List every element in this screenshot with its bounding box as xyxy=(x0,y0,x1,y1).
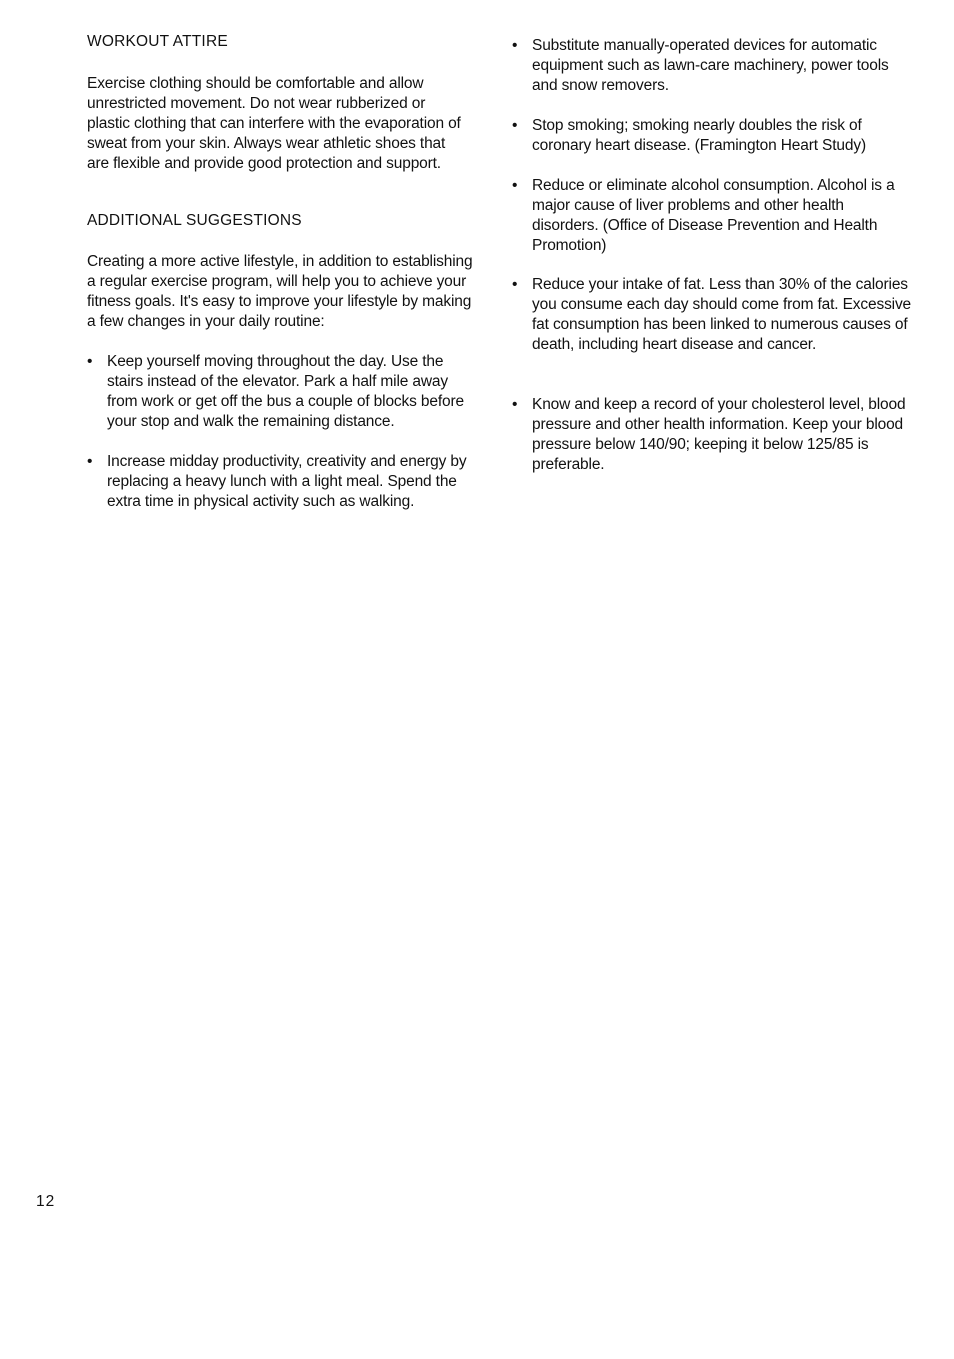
bullet-symbol: • xyxy=(512,37,518,54)
bullet-symbol: • xyxy=(87,453,93,470)
list-item-text: Increase midday productivity, creativity and energy by replacing a heavy lunch with a light meal. Spend the extra time in physical activity such as walking. xyxy=(107,453,467,510)
list-item-text: Keep yourself moving throughout the day. Use the stairs instead of the elevator. Park a half mile away from work or get off the bus a couple of blocks before your stop and walk the remaining distance. xyxy=(107,353,464,430)
list-item-text: Reduce or eliminate alcohol consumption. Alcohol is a major cause of liver problems and other health disorders. (Office of Disease Prevention and Health Promotion) xyxy=(532,177,895,254)
bullet-symbol: • xyxy=(512,177,518,194)
bullet-symbol: • xyxy=(87,353,93,370)
list-item-text: Know and keep a record of your cholesterol level, blood pressure and other health information. Keep your blood pressure below 140/90; keeping it below 125/85 is preferable. xyxy=(532,396,906,473)
additional-suggestions-heading: ADDITIONAL SUGGESTIONS xyxy=(87,212,302,229)
workout-attire-paragraph: Exercise clothing should be comfortable and allow unrestricted movement. Do not wear rubberized or plastic clothing that can interfere with the evaporation of sweat from your skin. Always wear athletic shoes that are flexible and provide good protection and support. xyxy=(87,75,461,172)
bullet-symbol: • xyxy=(512,117,518,134)
list-item-text: Stop smoking; smoking nearly doubles the risk of coronary heart disease. (Framington Heart Study) xyxy=(532,117,866,154)
list-item-text: Substitute manually-operated devices for automatic equipment such as lawn-care machinery, power tools and snow removers. xyxy=(532,37,889,94)
page-number: 12 xyxy=(36,1193,56,1210)
list-item-text: Reduce your intake of fat. Less than 30% of the calories you consume each day should come from fat. Excessive fat consumption has been linked to numerous causes of death, including heart disease and cancer. xyxy=(532,276,912,353)
bullet-symbol: • xyxy=(512,396,518,413)
workout-attire-heading: WORKOUT ATTIRE xyxy=(87,33,228,50)
additional-suggestions-paragraph: Creating a more active lifestyle, in addition to establishing a regular exercise program, will help you to achieve your fitness goals. It's easy to improve your lifestyle by making a few changes in your daily routine: xyxy=(87,253,473,330)
bullet-symbol: • xyxy=(512,276,518,293)
